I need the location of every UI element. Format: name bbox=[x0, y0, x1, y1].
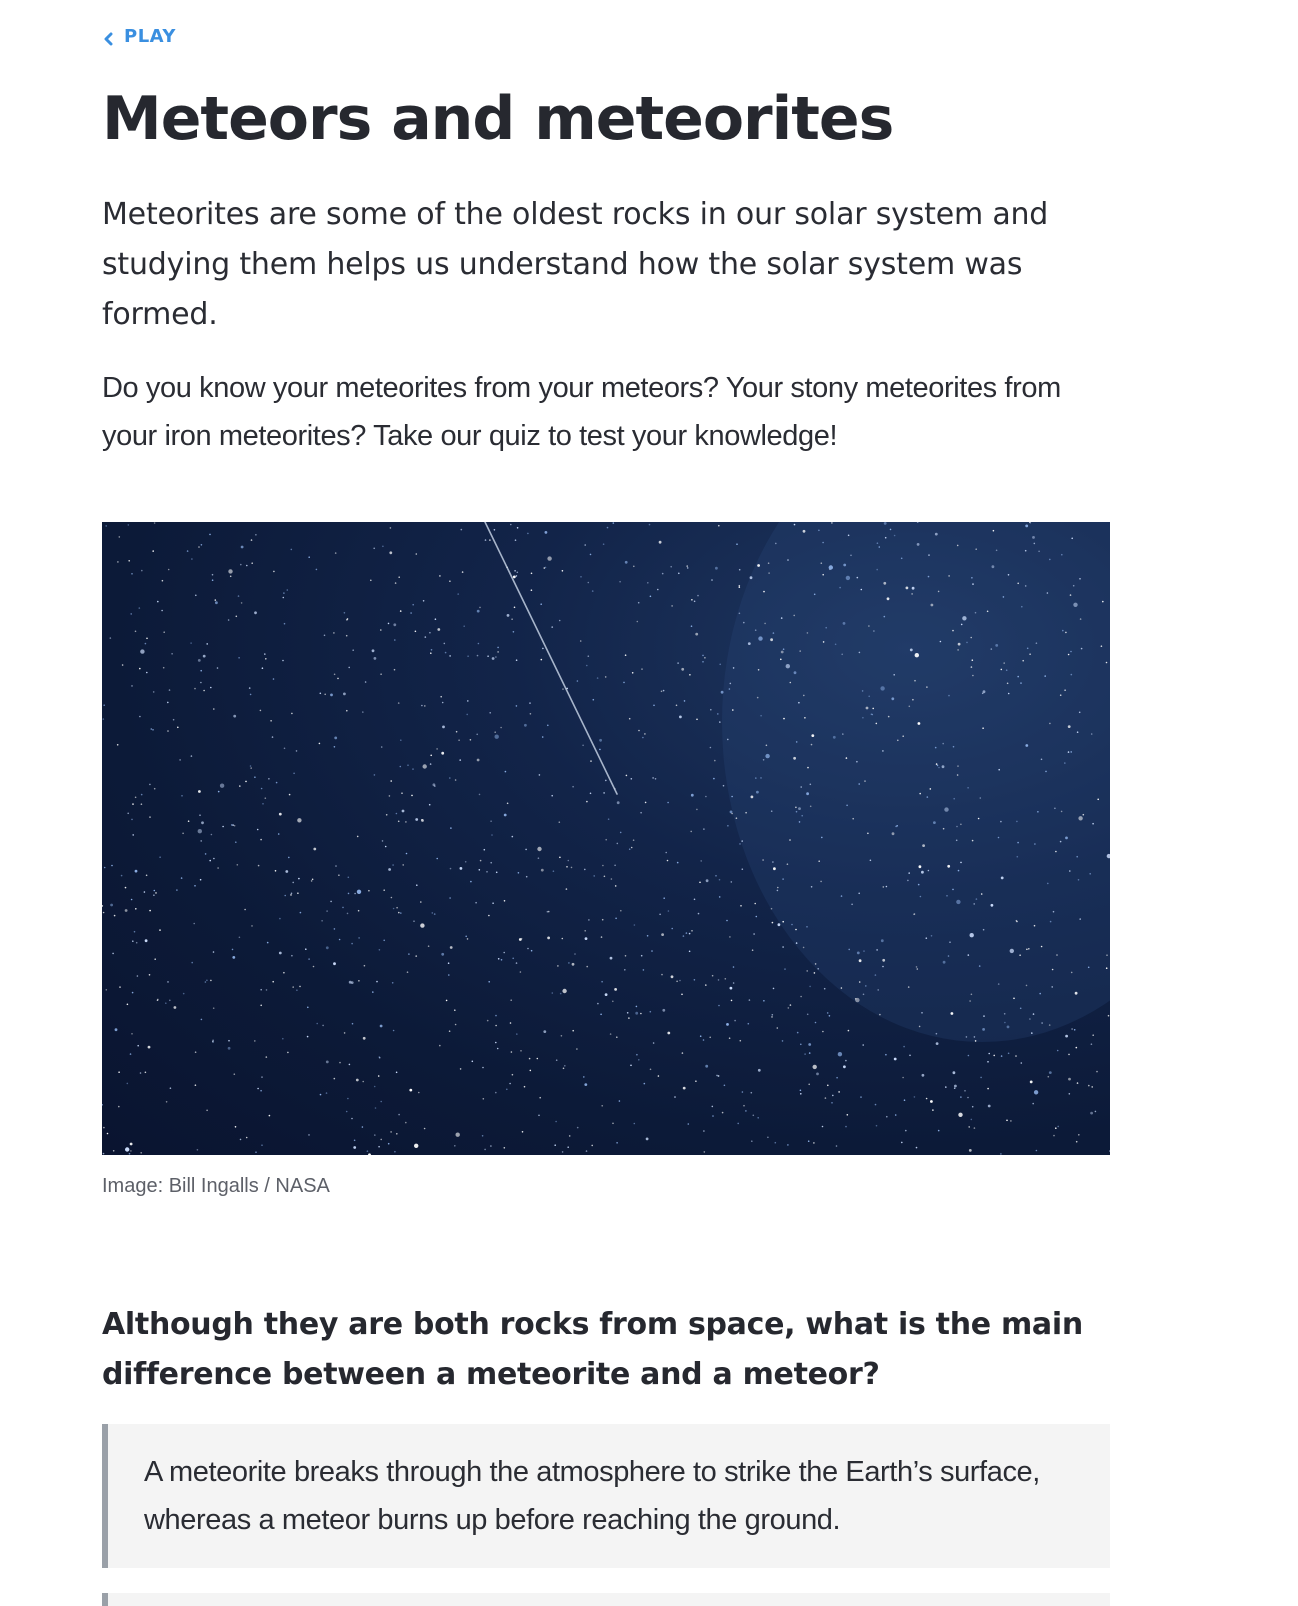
answer-option-1[interactable] bbox=[102, 1424, 1110, 1568]
back-link-label: PLAY bbox=[124, 26, 176, 47]
image-caption: Image: Bill Ingalls / NASA bbox=[102, 1175, 330, 1197]
back-to-play-link[interactable] bbox=[102, 26, 176, 47]
article-intro: Do you know your meteorites from your meteors? Your stony meteorites from your iron meteorites? Take our quiz to test your knowledge! bbox=[102, 372, 1061, 452]
meteor-streak bbox=[485, 522, 617, 794]
article-lede: Meteorites are some of the oldest rocks in our solar system and studying them helps us understand how the solar system was formed. bbox=[102, 197, 1049, 332]
page-title: Meteors and meteorites bbox=[102, 84, 894, 154]
starfield-graphic bbox=[102, 522, 1110, 1155]
answer-option-2[interactable] bbox=[102, 1593, 1110, 1606]
quiz-question: Although they are both rocks from space, what is the main difference between a meteorite and a meteor? bbox=[102, 1307, 1083, 1392]
answer-option-text: A meteorite breaks through the atmosphere to strike the Earth’s surface, whereas a meteor burns up before reaching the ground. bbox=[144, 1456, 1040, 1536]
meteor-night-sky-image bbox=[102, 522, 1110, 1155]
chevron-left-icon bbox=[102, 30, 114, 44]
